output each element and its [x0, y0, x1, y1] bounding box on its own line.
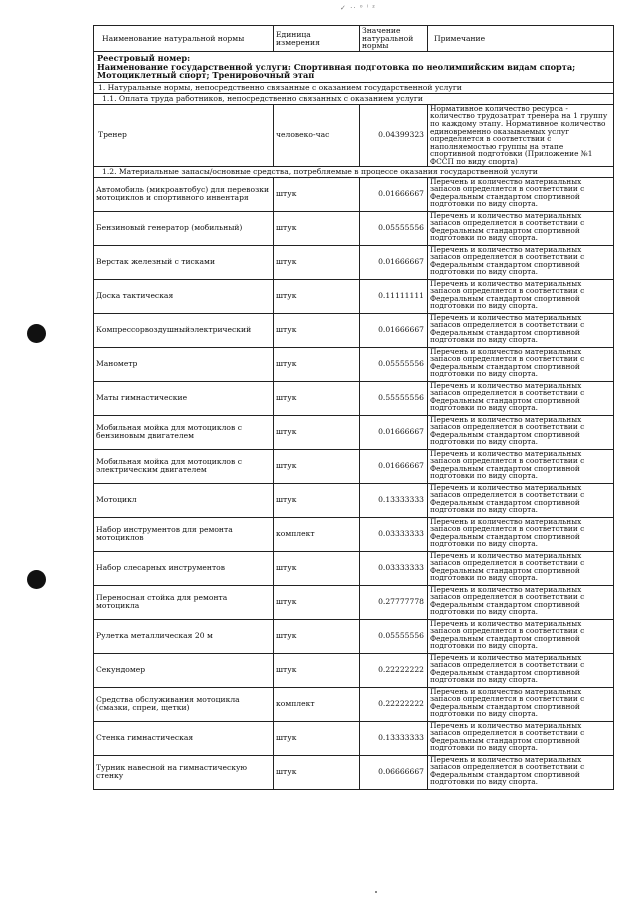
row-note: Перечень и количество материальных запасов определяется в соответствии с Федеральным стандартом спортивной подготовки по виду спорта.: [428, 687, 614, 721]
row-note: Перечень и количество материальных запасов определяется в соответствии с Федеральным стандартом спортивной подготовки по виду спорта.: [428, 347, 614, 381]
row-note: Перечень и количество материальных запасов определяется в соответствии с Федеральным стандартом спортивной подготовки по виду спорта.: [428, 245, 614, 279]
table-row: [94, 245, 614, 279]
section-1-2-title: 1.2. Материальные запасы/основные средства, потребляемые в процессе оказания государственной услуги: [94, 166, 614, 177]
scan-speck: [375, 891, 377, 893]
row-note: Перечень и количество материальных запасов определяется в соответствии с Федеральным стандартом спортивной подготовки по виду спорта.: [428, 585, 614, 619]
row-note: Перечень и количество материальных запасов определяется в соответствии с Федеральным стандартом спортивной подготовки по виду спорта.: [428, 313, 614, 347]
table-row: [94, 381, 614, 415]
row-value: 0.05555556: [360, 211, 428, 245]
punch-hole: [27, 570, 46, 589]
row-name: Тренер: [94, 104, 274, 166]
document-page: [93, 25, 613, 790]
row-name: Автомобиль (микроавтобус) для перевозки мотоциклов и спортивного инвентаря: [94, 177, 274, 211]
row-note: Перечень и количество материальных запасов определяется в соответствии с Федеральным стандартом спортивной подготовки по виду спорта.: [428, 381, 614, 415]
row-note: Перечень и количество материальных запасов определяется в соответствии с Федеральным стандартом спортивной подготовки по виду спорта.: [428, 211, 614, 245]
row-unit: штук: [274, 721, 360, 755]
row-note: Перечень и количество материальных запасов определяется в соответствии с Федеральным стандартом спортивной подготовки по виду спорта.: [428, 279, 614, 313]
table-row: [94, 211, 614, 245]
table-row: [94, 313, 614, 347]
row-note: Нормативное количество ресурса - количество трудозатрат тренера на 1 группу по каждому этапу. Нормативное количество единовременно оказываемых услуг определяется в соответствии с наполняемостью группы на этапе спортивной подготовки (Приложение №1 ФССП по виду спорта): [428, 104, 614, 166]
table-row: [94, 721, 614, 755]
punch-hole: [27, 324, 46, 343]
row-value: 0.01666667: [360, 177, 428, 211]
row-unit: комплект: [274, 687, 360, 721]
section-row: [94, 82, 614, 93]
row-name: Набор слесарных инструментов: [94, 551, 274, 585]
section-1-title: 1. Натуральные нормы, непосредственно связанные с оказанием государственной услуги: [94, 82, 614, 93]
row-note: Перечень и количество материальных запасов определяется в соответствии с Федеральным стандартом спортивной подготовки по виду спорта.: [428, 415, 614, 449]
row-unit: штук: [274, 449, 360, 483]
row-name: Компрессорвоздушныйэлектрический: [94, 313, 274, 347]
row-value: 0.05555556: [360, 347, 428, 381]
row-value: 0.01666667: [360, 245, 428, 279]
table-row: [94, 279, 614, 313]
row-value: 0.22222222: [360, 687, 428, 721]
row-unit: штук: [274, 245, 360, 279]
row-note: Перечень и количество материальных запасов определяется в соответствии с Федеральным стандартом спортивной подготовки по виду спорта.: [428, 619, 614, 653]
row-unit: комплект: [274, 517, 360, 551]
row-value: 0.03333333: [360, 551, 428, 585]
service-header-row: [94, 52, 614, 83]
table-row: [94, 177, 614, 211]
row-value: 0.13333333: [360, 721, 428, 755]
table-row: [94, 415, 614, 449]
row-unit: штук: [274, 279, 360, 313]
row-unit: штук: [274, 381, 360, 415]
table-row: [94, 449, 614, 483]
row-value: 0.01666667: [360, 449, 428, 483]
header-unit: Единица измерения: [274, 26, 360, 52]
row-unit: штук: [274, 347, 360, 381]
registry-number: Реестровый номер:: [97, 53, 191, 63]
row-value: 0.27777778: [360, 585, 428, 619]
table-row: [94, 619, 614, 653]
row-unit: человеко-час: [274, 104, 360, 166]
page-mark: ✓ ·· ⁰ ˡ ²: [340, 4, 376, 12]
table-row: [94, 653, 614, 687]
row-value: 0.01666667: [360, 415, 428, 449]
row-note: Перечень и количество материальных запасов определяется в соответствии с Федеральным стандартом спортивной подготовки по виду спорта.: [428, 653, 614, 687]
row-value: 0.03333333: [360, 517, 428, 551]
subsection-row: [94, 93, 614, 104]
row-name: Маты гимнастические: [94, 381, 274, 415]
row-unit: штук: [274, 619, 360, 653]
table-row: [94, 483, 614, 517]
row-note: Перечень и количество материальных запасов определяется в соответствии с Федеральным стандартом спортивной подготовки по виду спорта.: [428, 483, 614, 517]
row-unit: штук: [274, 483, 360, 517]
row-name: Рулетка металлическая 20 м: [94, 619, 274, 653]
row-name: Мобильная мойка для мотоциклов с электрическим двигателем: [94, 449, 274, 483]
table-row: [94, 347, 614, 381]
row-note: Перечень и количество материальных запасов определяется в соответствии с Федеральным стандартом спортивной подготовки по виду спорта.: [428, 449, 614, 483]
row-value: 0.22222222: [360, 653, 428, 687]
row-value: 0.55555556: [360, 381, 428, 415]
row-value: 0.05555556: [360, 619, 428, 653]
row-name: Стенка гимнастическая: [94, 721, 274, 755]
row-unit: штук: [274, 415, 360, 449]
table-row: [94, 687, 614, 721]
row-name: Мобильная мойка для мотоциклов с бензиновым двигателем: [94, 415, 274, 449]
row-name: Мотоцикл: [94, 483, 274, 517]
row-note: Перечень и количество материальных запасов определяется в соответствии с Федеральным стандартом спортивной подготовки по виду спорта.: [428, 755, 614, 789]
table-header-row: [94, 26, 614, 52]
row-value: 0.04399323: [360, 104, 428, 166]
row-name: Средства обслуживания мотоцикла (смазки, спреи, щетки): [94, 687, 274, 721]
row-value: 0.06666667: [360, 755, 428, 789]
header-value: Значение натуральной нормы: [360, 26, 428, 52]
row-unit: штук: [274, 653, 360, 687]
subsection-row: [94, 166, 614, 177]
row-unit: штук: [274, 755, 360, 789]
section-1-1-title: 1.1. Оплата труда работников, непосредственно связанных с оказанием услуги: [94, 93, 614, 104]
table-row: [94, 755, 614, 789]
service-name: Наименование государственной услуги: Спортивная подготовка по неолимпийским видам спорта; Мотоциклетный спорт; Тренировочный этап: [97, 61, 576, 81]
norms-table: [93, 25, 614, 790]
row-name: Набор инструментов для ремонта мотоциклов: [94, 517, 274, 551]
row-unit: штук: [274, 585, 360, 619]
row-name: Верстак железный с тисками: [94, 245, 274, 279]
row-note: Перечень и количество материальных запасов определяется в соответствии с Федеральным стандартом спортивной подготовки по виду спорта.: [428, 177, 614, 211]
row-name: Турник навесной на гимнастическую стенку: [94, 755, 274, 789]
row-unit: штук: [274, 313, 360, 347]
row-unit: штук: [274, 177, 360, 211]
row-unit: штук: [274, 551, 360, 585]
row-note: Перечень и количество материальных запасов определяется в соответствии с Федеральным стандартом спортивной подготовки по виду спорта.: [428, 721, 614, 755]
table-row: [94, 104, 614, 166]
row-name: Переносная стойка для ремонта мотоцикла: [94, 585, 274, 619]
header-note: Примечание: [428, 26, 614, 52]
row-name: Доска тактическая: [94, 279, 274, 313]
row-value: 0.01666667: [360, 313, 428, 347]
row-note: Перечень и количество материальных запасов определяется в соответствии с Федеральным стандартом спортивной подготовки по виду спорта.: [428, 517, 614, 551]
table-row: [94, 585, 614, 619]
table-row: [94, 517, 614, 551]
row-value: 0.11111111: [360, 279, 428, 313]
row-value: 0.13333333: [360, 483, 428, 517]
row-note: Перечень и количество материальных запасов определяется в соответствии с Федеральным стандартом спортивной подготовки по виду спорта.: [428, 551, 614, 585]
row-name: Секундомер: [94, 653, 274, 687]
row-name: Бензиновый генератор (мобильный): [94, 211, 274, 245]
row-name: Манометр: [94, 347, 274, 381]
table-row: [94, 551, 614, 585]
row-unit: штук: [274, 211, 360, 245]
header-name: Наименование натуральной нормы: [94, 26, 274, 52]
